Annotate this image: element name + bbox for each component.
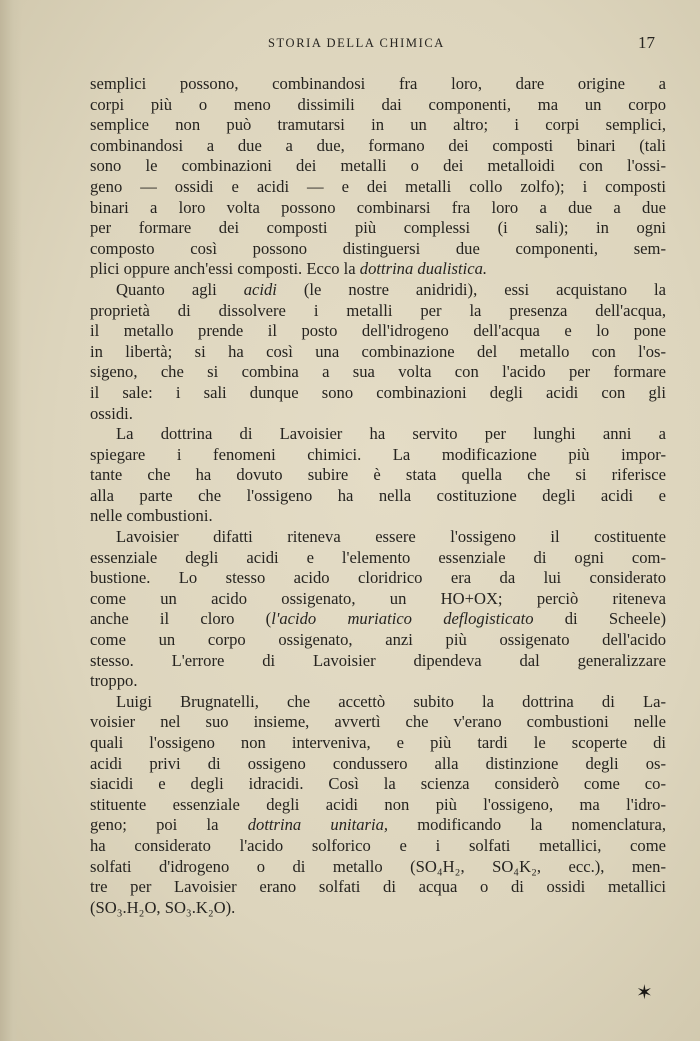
text-line: sono le combinazioni dei metalli o dei metalloidi con l'ossi-	[90, 156, 666, 176]
page-number: 17	[638, 33, 655, 52]
text-line: geno — ossidi e acidi — e dei metalli collo zolfo); i composti	[90, 176, 666, 196]
text-line: combinandosi a due a due, formano dei composti binari (tali	[90, 135, 666, 155]
text-line: spiegare i fenomeni chimici. La modificazione più impor-	[90, 444, 666, 464]
text-line: ossidi.	[90, 403, 133, 423]
text-line: geno; poi la dottrina unitaria, modificando la nomenclatura,	[90, 815, 666, 835]
text-line: (SO₃.H₂O, SO₃.K₂O).	[90, 897, 236, 917]
text-line: il sale: i sali dunque sono combinazioni degli acidi con gli	[90, 382, 666, 402]
text-line: sigeno, che si combina a sua volta con l'acido per formare	[90, 362, 666, 382]
text-line: bustione. Lo stesso acido cloridrico era da lui considerato	[90, 568, 666, 588]
text-line: plici oppure anch'essi composti. Ecco la dottrina dualistica.	[90, 259, 488, 279]
text-line: Luigi Brugnatelli, che accettò subito la dottrina di La-	[116, 691, 666, 711]
body-text	[90, 74, 666, 918]
text-line: stesso. L'errore di Lavoisier dipendeva dal generalizzare	[90, 650, 666, 670]
text-line: alla parte che l'ossigeno ha nella costituzione degli acidi e	[90, 485, 666, 505]
text-line: siacidi e degli idracidi. Così la scienza considerò come co-	[90, 774, 666, 794]
italic-phrase: acidi	[243, 279, 277, 299]
text-line: proprietà di dissolvere i metalli per la presenza dell'acqua,	[90, 300, 666, 320]
text-line: semplice non può tramutarsi in un altro; i corpi semplici,	[90, 115, 666, 135]
text-line: ha considerato l'acido solforico e i solfati metallici, come	[90, 835, 666, 855]
text-line: stituente essenziale degli acidi non più l'ossigeno, ma l'idro-	[90, 794, 666, 814]
running-head: STORIA DELLA CHIMICA	[268, 36, 445, 50]
text-line: La dottrina di Lavoisier ha servito per lunghi anni a	[116, 424, 666, 444]
text-line: quali l'ossigeno non interveniva, e più tardi le scoperte di	[90, 733, 666, 752]
text-line: acidi privi di ossigeno condussero alla distinzione degli os-	[90, 753, 666, 773]
text-line: essenziale degli acidi e l'elemento essenziale di ogni com-	[90, 547, 666, 567]
italic-phrase: dottrina unitaria,	[247, 815, 389, 835]
text-line: voisier nel suo insieme, avvertì che v'erano combustioni nelle	[90, 712, 666, 732]
text-line: solfati d'idrogeno o di metallo (SO₄H₂, SO₄K₂, ecc.), men-	[90, 856, 666, 876]
italic-phrase: l'acido muriatico deflogisticato	[271, 609, 534, 629]
text-line: binari a loro volta possono combinarsi fra loro a due a due	[90, 197, 666, 217]
text-line: tante che ha dovuto subire è stata quella che si riferisce	[90, 465, 666, 485]
text-line: composto così possono distinguersi due componenti, sem-	[90, 238, 666, 258]
text-line: in libertà; si ha così una combinazione del metallo con l'os-	[90, 341, 666, 361]
text-line: per formare dei composti più complessi (i sali); in ogni	[90, 218, 666, 238]
text-line: anche il cloro (l'acido muriatico deflogisticato di Scheele)	[90, 609, 666, 629]
text-line: tre per Lavoisier erano solfati di acqua o di ossidi metallici	[90, 877, 666, 897]
text-line: il metallo prende il posto dell'idrogeno dell'acqua e lo pone	[90, 321, 666, 341]
text-line: Quanto agli acidi (le nostre anidridi), essi acquistano la	[116, 279, 666, 299]
text-line: troppo.	[90, 671, 138, 691]
text-line: nelle combustioni.	[90, 506, 213, 526]
text-line: corpi più o meno dissimili dai componenti, ma un corpo	[90, 94, 666, 114]
text-line: come un acido ossigenato, un HO+OX; perciò riteneva	[90, 588, 666, 608]
text-line: come un corpo ossigenato, anzi più ossigenato dell'acido	[90, 630, 666, 650]
text-line: Lavoisier difatti riteneva essere l'ossigeno il costituente	[116, 527, 666, 547]
italic-phrase: dottrina dualistica.	[359, 259, 488, 279]
page-gutter-shadow	[0, 0, 22, 1041]
text-line: semplici possono, combinandosi fra loro, dare origine a	[90, 74, 666, 93]
star-ornament-icon: ✶	[636, 982, 653, 1004]
